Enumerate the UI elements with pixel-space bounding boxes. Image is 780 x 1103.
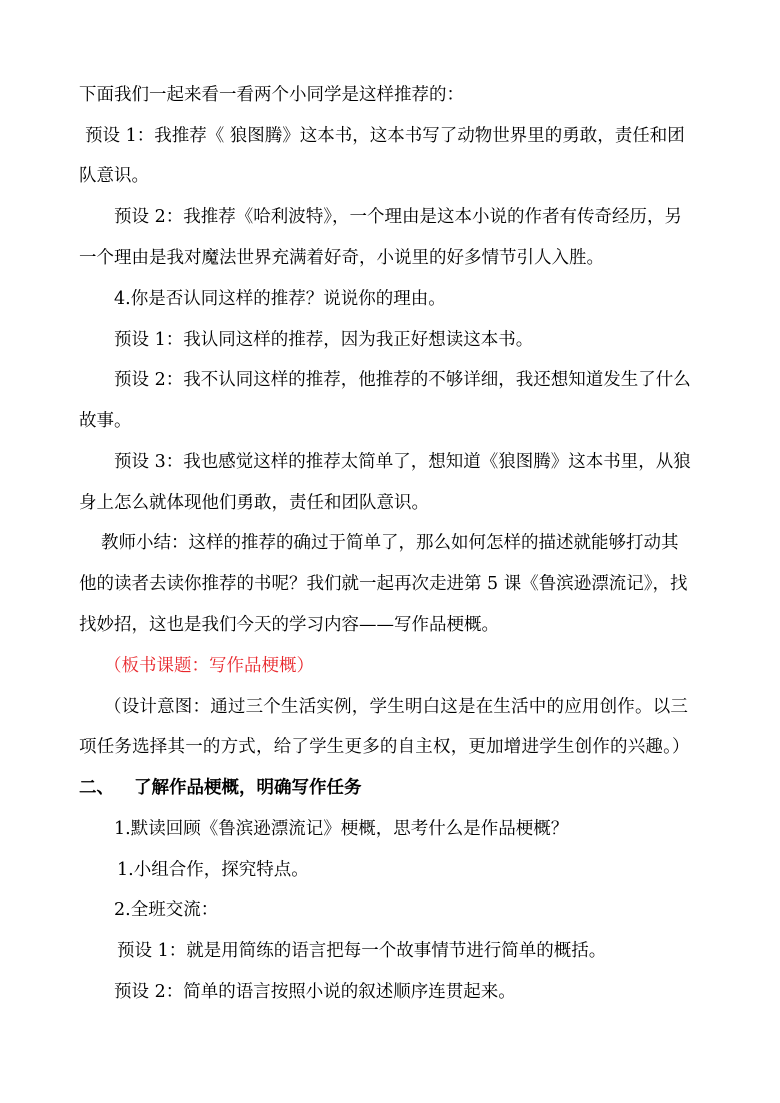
section-2-title: 了解作品梗概，明确写作任务 xyxy=(134,778,362,798)
preset-1-line-2: 队意识。 xyxy=(79,166,149,186)
section-2-preset-2: 预设 2：简单的语言按照小说的叙述顺序连贯起来。 xyxy=(114,982,516,1002)
answer-3-line-2: 身上怎么就体现他们勇敢，责任和团队意识。 xyxy=(79,493,429,513)
question-4: 4.你是否认同这样的推荐？说说你的理由。 xyxy=(114,289,446,309)
teacher-summary-line-3: 找妙招，这也是我们今天的学习内容——写作品梗概。 xyxy=(79,615,499,635)
preset-2-line-1: 预设 2：我推荐《哈利波特》，一个理由是这本小说的作者有传奇经历，另 xyxy=(114,207,682,227)
preset-2-line-2: 一个理由是我对魔法世界充满着好奇，小说里的好多情节引人入胜。 xyxy=(79,248,604,268)
design-intent-line-1: （设计意图：通过三个生活实例，学生明白这是在生活中的应用创作。以三 xyxy=(104,697,689,717)
answer-2-line-2: 故事。 xyxy=(79,411,132,431)
section-2-item-2: 1.小组合作，探究特点。 xyxy=(117,860,309,880)
section-2-number: 二、 xyxy=(79,778,114,798)
section-2-heading xyxy=(79,776,362,800)
board-title-note: （板书课题：写作品梗概） xyxy=(104,656,314,676)
answer-3-line-1: 预设 3：我也感觉这样的推荐太简单了，想知道《狼图腾》这本书里，从狼 xyxy=(114,452,691,472)
design-intent-line-2: 项任务选择其一的方式，给了学生更多的自主权，更加增进学生创作的兴趣。） xyxy=(79,737,690,757)
section-2-item-3: 2.全班交流： xyxy=(114,900,219,920)
section-2-item-1: 1.默读回顾《鲁滨逊漂流记》梗概，思考什么是作品梗概？ xyxy=(114,819,569,839)
intro-line: 下面我们一起来看一看两个小同学是这样推荐的： xyxy=(79,85,464,105)
teacher-summary-line-1: 教师小结：这样的推荐的确过于简单了，那么如何怎样的描述就能够打动其 xyxy=(101,533,679,553)
answer-2-line-1: 预设 2：我不认同这样的推荐，他推荐的不够详细，我还想知道发生了什么 xyxy=(114,370,691,390)
section-2-preset-1: 预设 1：就是用简练的语言把每一个故事情节进行简单的概括。 xyxy=(117,941,607,961)
teacher-summary-line-2: 他的读者去读你推荐的书呢？我们就一起再次走进第 5 课《鲁滨逊漂流记》，找 xyxy=(79,574,688,594)
answer-1: 预设 1：我认同这样的推荐，因为我正好想读这本书。 xyxy=(114,330,534,350)
preset-1-line-1: 预设 1：我推荐《 狼图腾》这本书，这本书写了动物世界里的勇敢，责任和团 xyxy=(85,126,685,146)
